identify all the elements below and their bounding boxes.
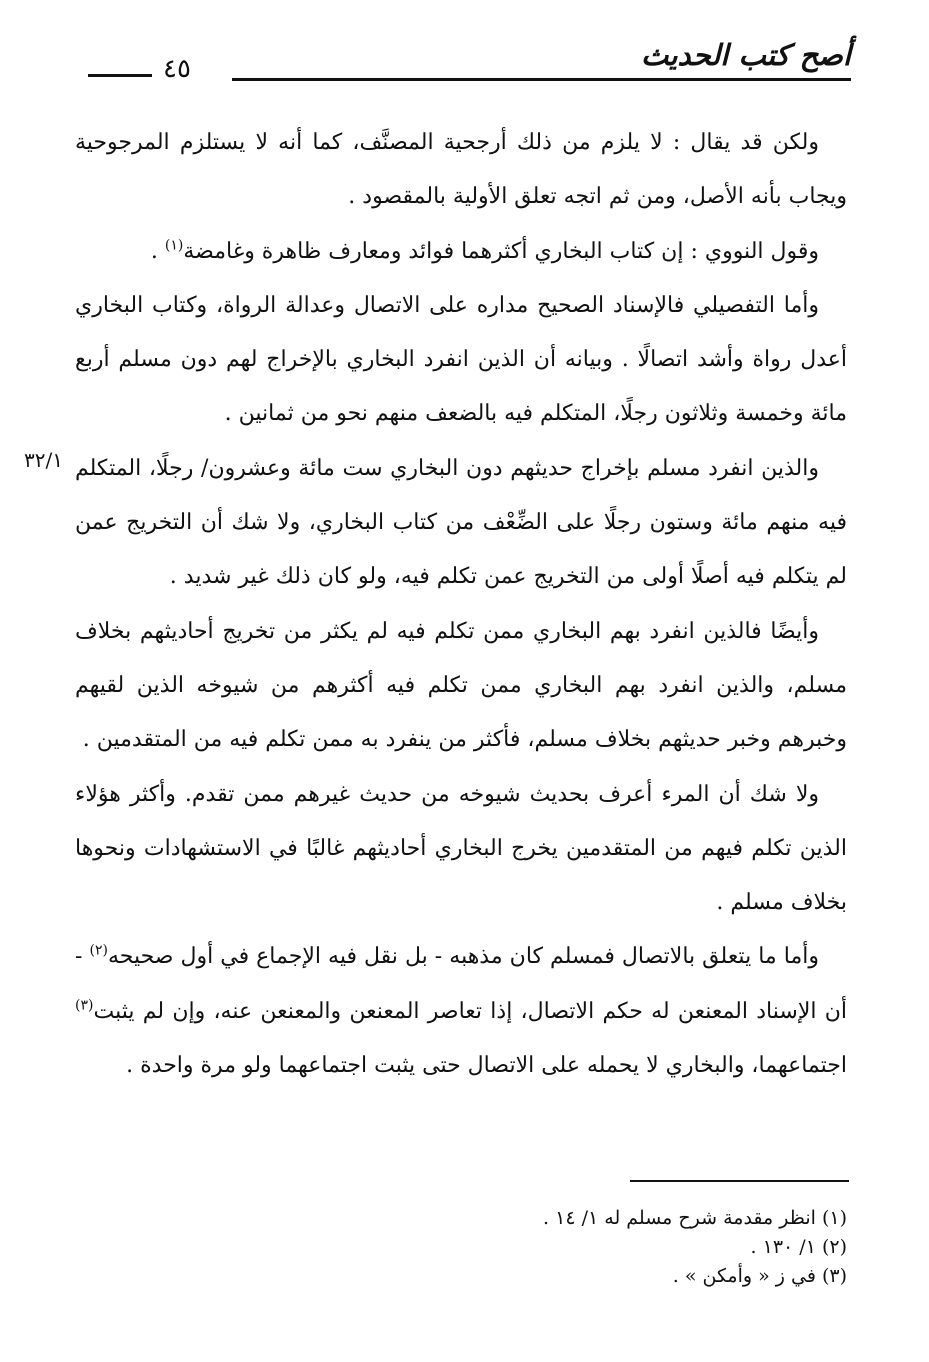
paragraph (75, 930, 847, 1093)
footnote-separator (630, 1180, 849, 1182)
running-header-title: أصح كتب الحديث (640, 38, 851, 72)
footnote-ref: (١) (164, 237, 184, 254)
paragraph-text: اجتماعهما، والبخاري لا يحمله على الاتصال حتى يثبت اجتماعهما ولو مرة واحدة . (126, 1053, 847, 1079)
footnotes (543, 1204, 847, 1291)
paragraph: والذين انفرد مسلم بإخراج حديثهم دون البخاري ست مائة وعشرون/ رجلًا، المتكلم فيه منهم مائة وستون رجلًا على الضِّعْف من كتاب البخاري، ولا شك أن التخريج عمن لم يتكلم فيه أصلًا أولى من التخريج عمن تكلم فيه، ولو كان ذلك غير شديد . (75, 455, 847, 590)
paragraph-text: وأما ما يتعلق بالاتصال فمسلم كان مذهبه - بل نقل فيه الإجماع في أول صحيحه (107, 944, 819, 970)
paragraph: وأما التفصيلي فالإسناد الصحيح مداره على الاتصال وعدالة الرواة، وكتاب البخاري أعدل رواة وأشد اتصالًا . وبيانه أن الذين انفرد البخاري بالإخراج لهم دون مسلم أربع مائة وخمسة وثلاثون رجلًا، المتكلم فيه بالضعف منهم نحو من ثمانين . (75, 292, 847, 427)
footnote: (٣) في ز « وأمكن » . (672, 1265, 847, 1287)
paragraph: وأيضًا فالذين انفرد بهم البخاري ممن تكلم فيه لم يكثر من تخريج أحاديثهم بخلاف مسلم، والذين انفرد بهم البخاري ممن تكلم فيه أكثرهم من شيوخه الذين لقيهم وخبرهم وخبر حديثهم بخلاف مسلم، فأكثر من ينفرد به ممن تكلم فيه من المتقدمين . (75, 618, 847, 753)
paragraph-end: . (150, 238, 165, 264)
page-number: ٤٥ (163, 54, 191, 84)
header-rule-right (232, 78, 851, 81)
paragraph: ولا شك أن المرء أعرف بحديث شيوخه من حديث غيرهم ممن تقدم. وأكثر هؤلاء الذين تكلم فيهم من المتقدمين يخرج البخاري أحاديثهم غالبًا في الاستشهادات ونحوها بخلاف مسلم . (75, 781, 847, 916)
margin-reference: ٣٢/١ (24, 448, 63, 472)
footnote-ref: (٢) (89, 943, 108, 960)
footnote: (٢) ١/ ١٣٠ . (750, 1236, 847, 1258)
paragraph-text: - أن الإسناد المعنعن له حكم الاتصال، إذا تعاصر المعنعن والمعنعن عنه، وإن لم يثبت (75, 944, 847, 1024)
footnote-ref: (٣) (75, 997, 94, 1014)
main-text (75, 116, 847, 1093)
paragraph-text: وقول النووي : إن كتاب البخاري أكثرهما فوائد ومعارف ظاهرة وغامضة (183, 238, 819, 264)
paragraph: ولكن قد يقال : لا يلزم من ذلك أرجحية المصنَّف، كما أنه لا يستلزم المرجوحية ويجاب بأنه الأصل، ومن ثم اتجه تعلق الأولية بالمقصود . (75, 130, 847, 210)
footnote: (١) انظر مقدمة شرح مسلم له ١/ ١٤ . (543, 1207, 847, 1229)
header-rule-left (88, 74, 152, 77)
paragraph (75, 225, 847, 279)
